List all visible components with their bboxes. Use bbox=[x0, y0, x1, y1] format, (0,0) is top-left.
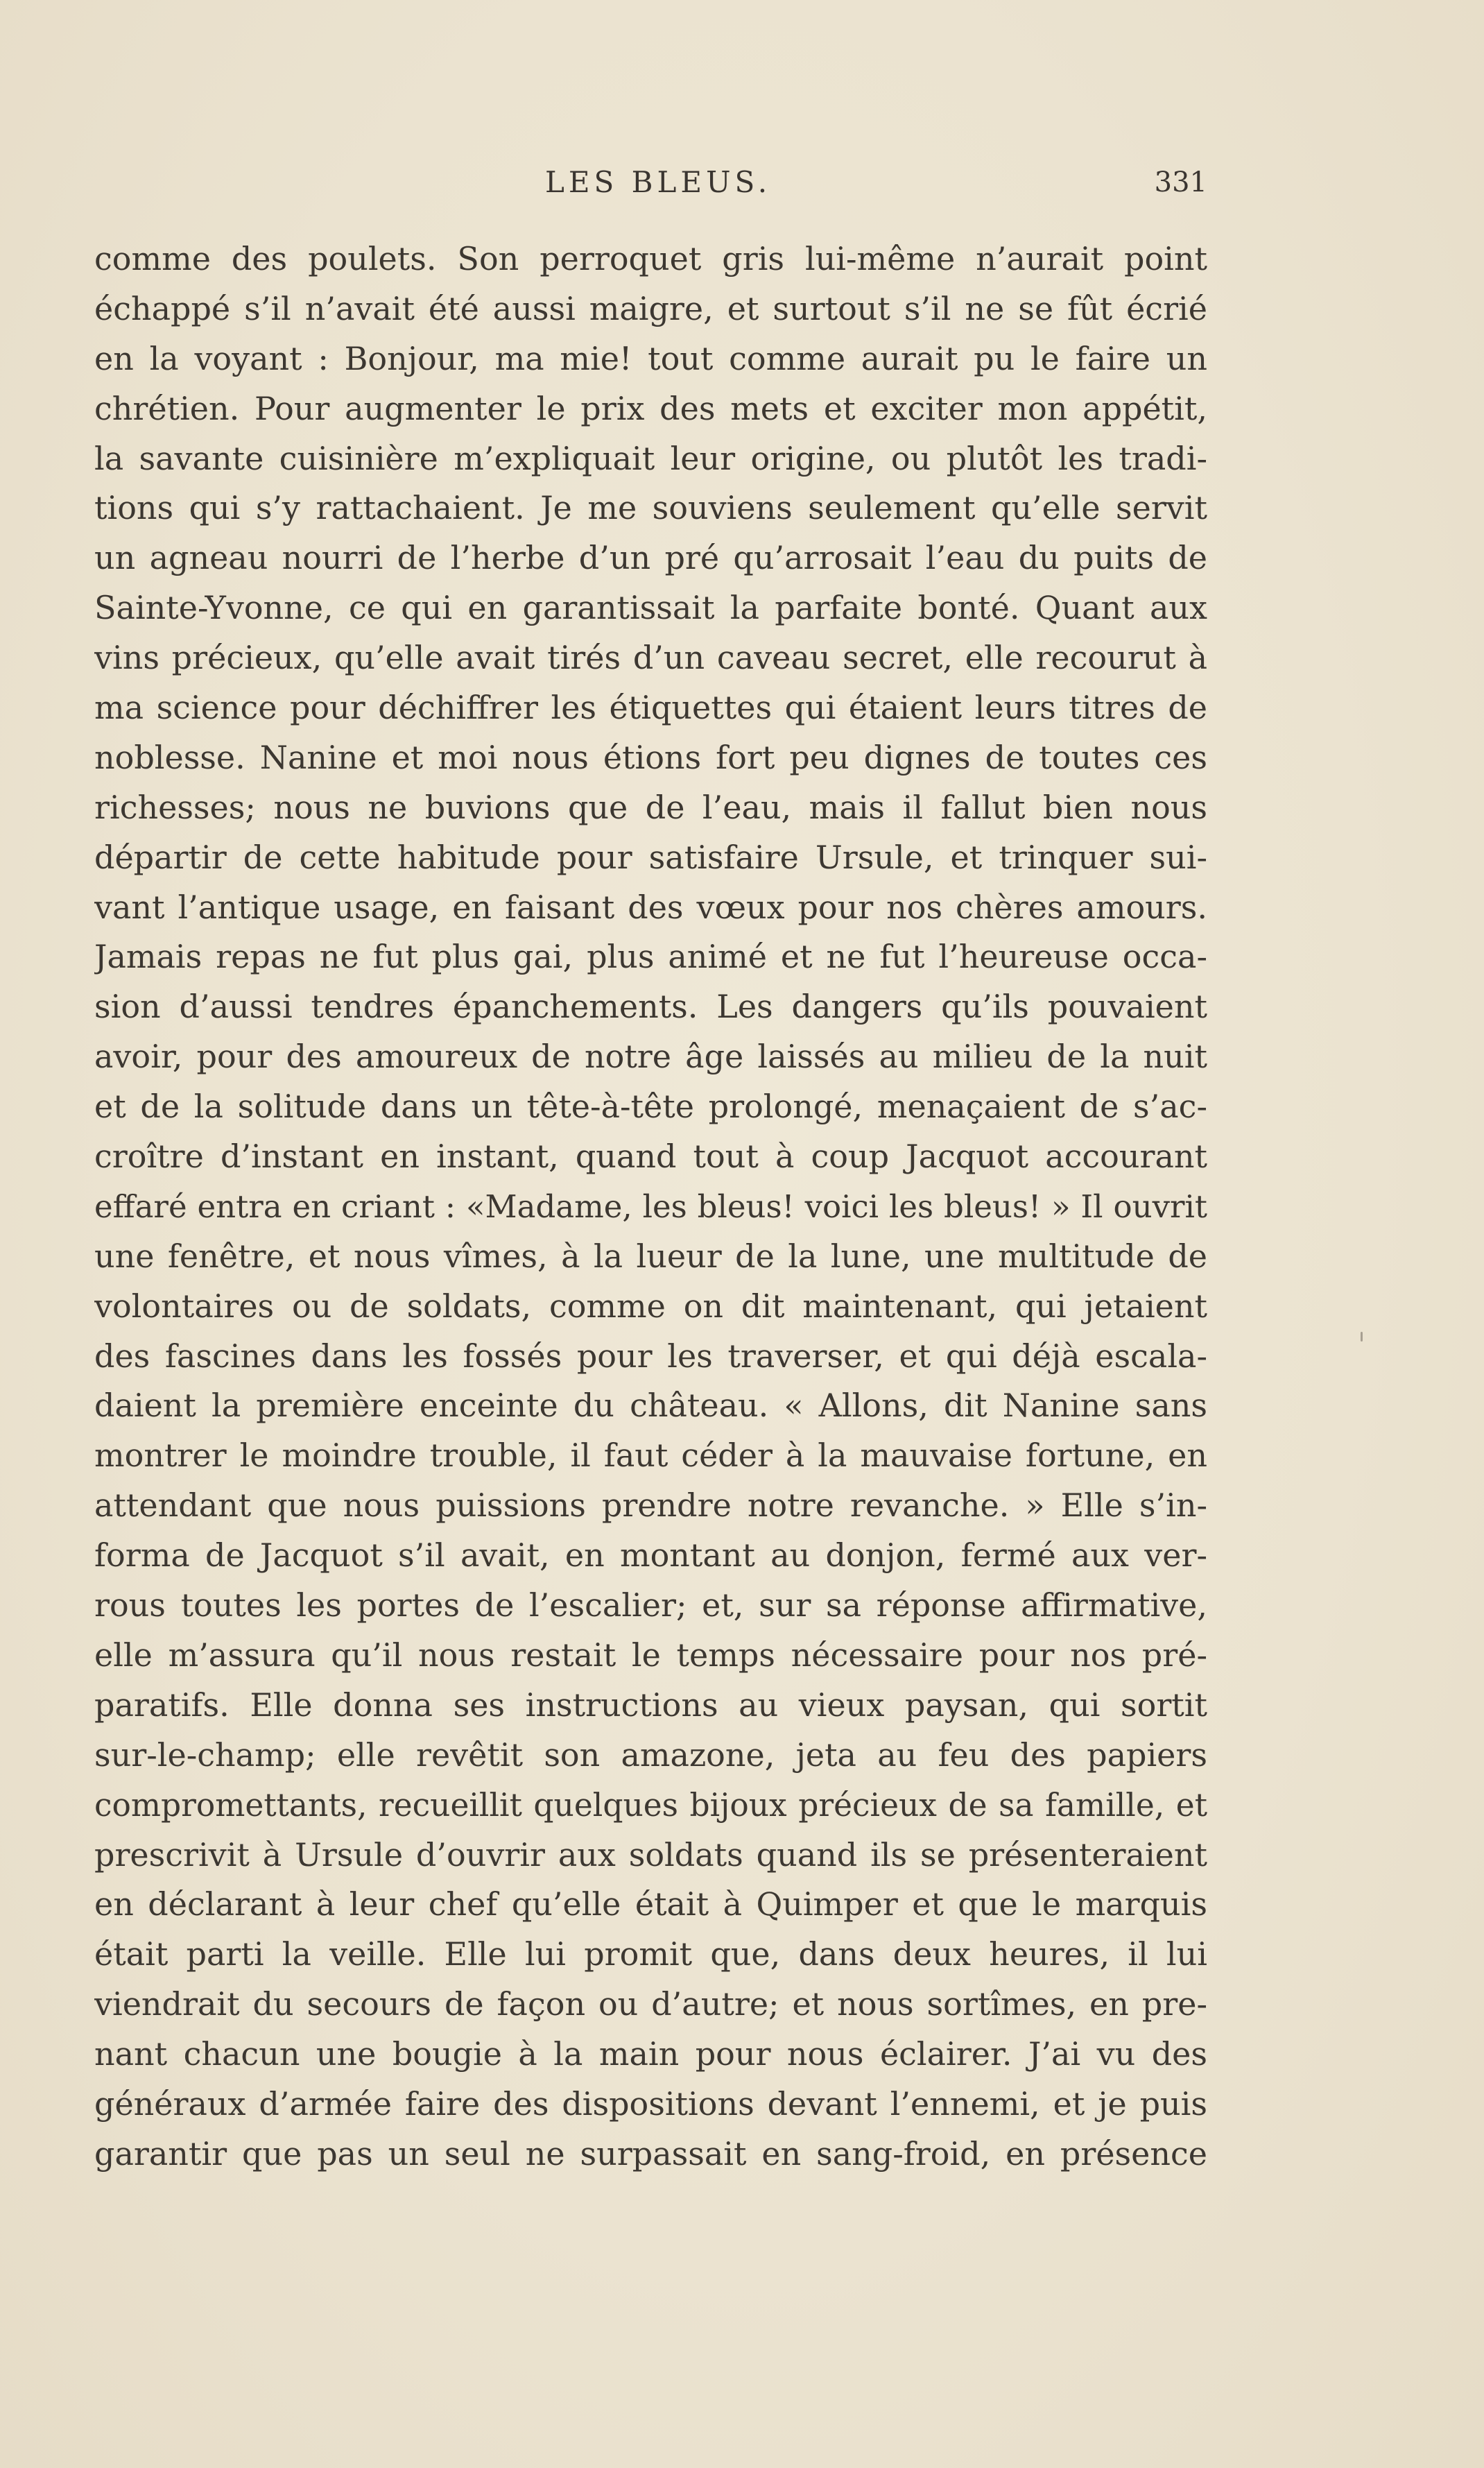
paper-speck bbox=[1361, 1332, 1363, 1342]
text-line: Sainte-Yvonne, ce qui en garantissait la parfaite bonté. Quant aux bbox=[94, 589, 1207, 627]
text-line: noblesse. Nanine et moi nous étions fort peu dignes de toutes ces bbox=[94, 738, 1207, 776]
text-line: sur-le-champ; elle revêtit son amazone, jeta au feu des papiers bbox=[94, 1736, 1207, 1774]
text-line: effaré entra en criant : «Madame, les bleus! voici les bleus! » Il ouvrit bbox=[94, 1188, 1207, 1225]
text-line: viendrait du secours de façon ou d’autre; et nous sortîmes, en pre- bbox=[94, 1985, 1207, 2023]
text-line: généraux d’armée faire des dispositions devant l’ennemi, et je puis bbox=[94, 2084, 1207, 2123]
text-line: compromettants, recueillit quelques bijoux précieux de sa famille, et bbox=[94, 1786, 1207, 1824]
text-line: daient la première enceinte du château. « Allons, dit Nanine sans bbox=[94, 1387, 1207, 1425]
text-line: était parti la veille. Elle lui promit que, dans deux heures, il lui bbox=[94, 1935, 1207, 1973]
text-line: en la voyant : Bonjour, ma mie! tout comme aurait pu le faire un bbox=[94, 339, 1207, 377]
text-line: avoir, pour des amoureux de notre âge laissés au milieu de la nuit bbox=[94, 1038, 1207, 1076]
body-text bbox=[94, 234, 1207, 2179]
text-line: rous toutes les portes de l’escalier; et, sur sa réponse affirmative, bbox=[94, 1586, 1207, 1625]
page-header bbox=[94, 165, 1207, 207]
text-line: forma de Jacquot s’il avait, en montant au donjon, fermé aux ver- bbox=[94, 1536, 1207, 1575]
text-line: richesses; nous ne buvions que de l’eau, mais il fallut bien nous bbox=[94, 788, 1207, 826]
text-line: ma science pour déchiffrer les étiquettes qui étaient leurs titres de bbox=[94, 689, 1207, 727]
text-line: départir de cette habitude pour satisfaire Ursule, et trinquer sui- bbox=[94, 838, 1207, 876]
text-line: échappé s’il n’avait été aussi maigre, et surtout s’il ne se fût écrié bbox=[94, 289, 1207, 327]
text-line: elle m’assura qu’il nous restait le temps nécessaire pour nos pré- bbox=[94, 1636, 1207, 1674]
text-line: sion d’aussi tendres épanchements. Les dangers qu’ils pouvaient bbox=[94, 988, 1207, 1026]
text-line: chrétien. Pour augmenter le prix des mets et exciter mon appétit, bbox=[94, 389, 1207, 427]
text-line: paratifs. Elle donna ses instructions au vieux paysan, qui sortit bbox=[94, 1686, 1207, 1724]
text-line: prescrivit à Ursule d’ouvrir aux soldats quand ils se présenteraient bbox=[94, 1835, 1207, 1874]
text-line: garantir que pas un seul ne surpassait en sang-froid, en présence bbox=[94, 2134, 1207, 2173]
text-line: Jamais repas ne fut plus gai, plus animé et ne fut l’heureuse occa- bbox=[94, 938, 1207, 976]
text-line: un agneau nourri de l’herbe d’un pré qu’arrosait l’eau du puits de bbox=[94, 539, 1207, 577]
text-line: montrer le moindre trouble, il faut céder à la mauvaise fortune, en bbox=[94, 1437, 1207, 1475]
text-line: vins précieux, qu’elle avait tirés d’un caveau secret, elle recourut à bbox=[94, 639, 1207, 677]
text-line: une fenêtre, et nous vîmes, à la lueur de la lune, une multitude de bbox=[94, 1237, 1207, 1275]
text-line: nant chacun une bougie à la main pour nous éclairer. J’ai vu des bbox=[94, 2035, 1207, 2073]
text-line: la savante cuisinière m’expliquait leur origine, ou plutôt les tradi- bbox=[94, 439, 1207, 477]
text-line: et de la solitude dans un tête-à-tête prolongé, menaçaient de s’ac- bbox=[94, 1088, 1207, 1126]
text-line: vant l’antique usage, en faisant des vœux pour nos chères amours. bbox=[94, 888, 1207, 926]
text-line: tions qui s’y rattachaient. Je me souviens seulement qu’elle servit bbox=[94, 489, 1207, 527]
text-line: des fascines dans les fossés pour les traverser, et qui déjà escala- bbox=[94, 1337, 1207, 1375]
text-line: attendant que nous puissions prendre notre revanche. » Elle s’in- bbox=[94, 1486, 1207, 1525]
text-line: croître d’instant en instant, quand tout à coup Jacquot accourant bbox=[94, 1138, 1207, 1176]
text-line: volontaires ou de soldats, comme on dit maintenant, qui jetaient bbox=[94, 1287, 1207, 1325]
page-number: 331 bbox=[1154, 166, 1207, 198]
running-title: LES BLEUS. bbox=[545, 165, 772, 199]
text-line: comme des poulets. Son perroquet gris lui-même n’aurait point bbox=[94, 240, 1207, 277]
text-line: en déclarant à leur chef qu’elle était à Quimper et que le marquis bbox=[94, 1885, 1207, 1923]
